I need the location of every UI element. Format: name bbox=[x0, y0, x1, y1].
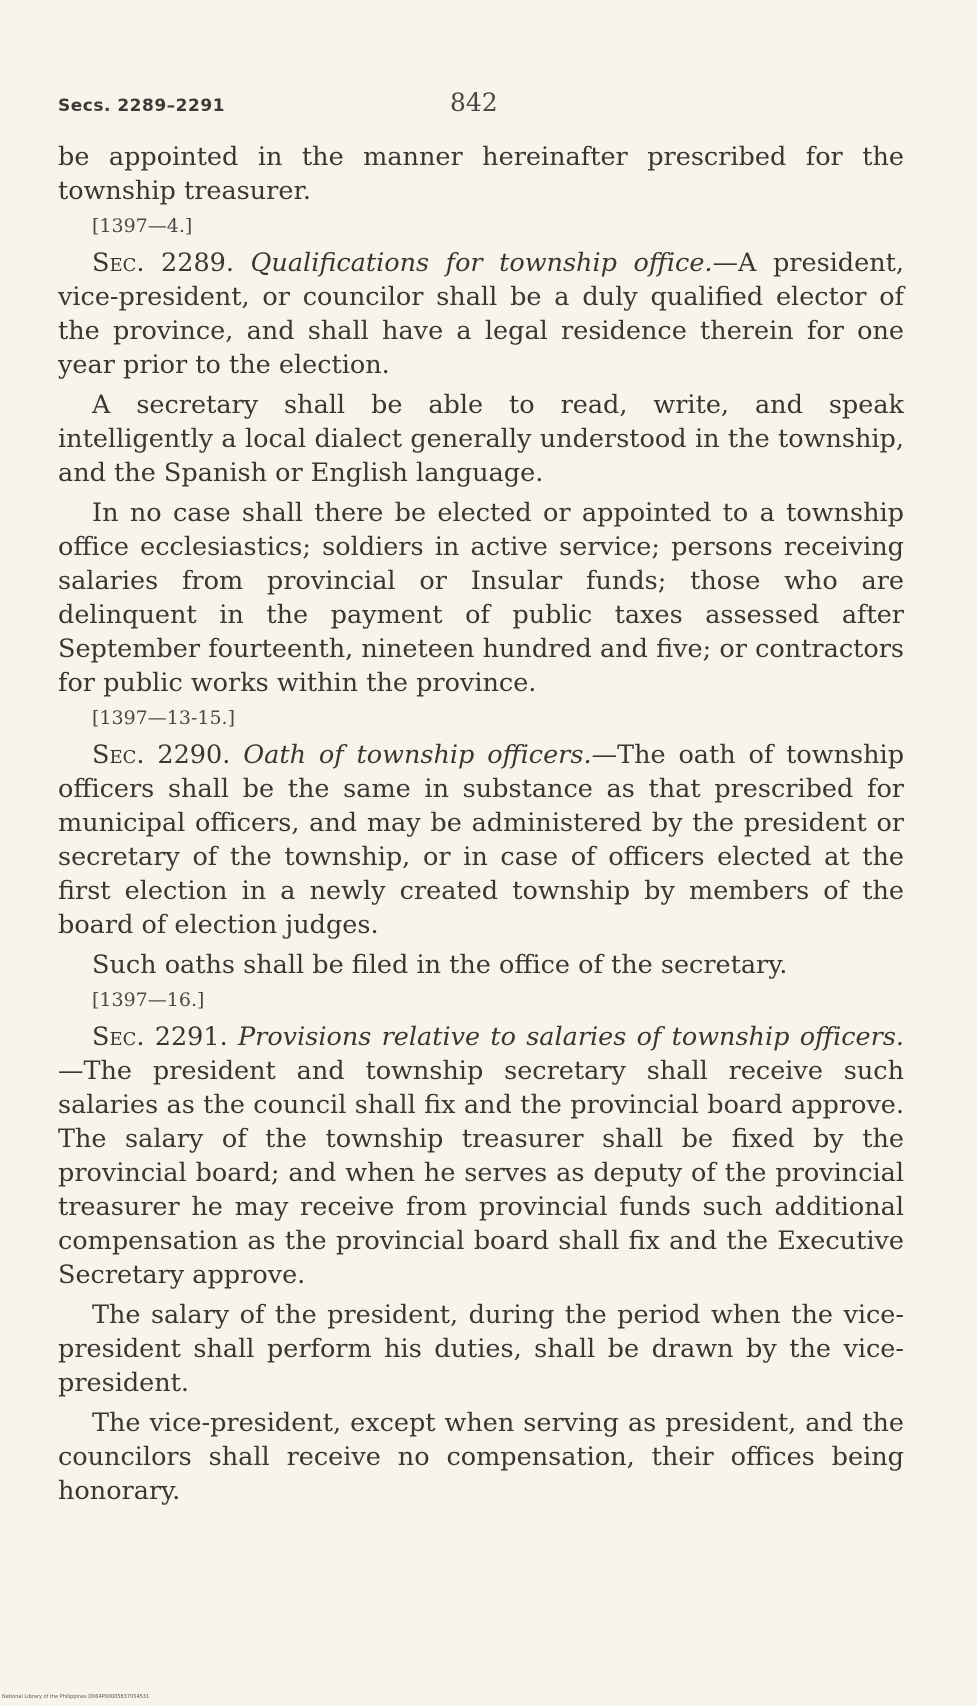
source-reference: [1397—13-15.] bbox=[92, 707, 235, 729]
section-2289-label: Sec. 2289. bbox=[92, 248, 234, 278]
section-2291-paragraph-b: The salary of the president, during the period when the vice-president shall perform his duties, shall be drawn by the vice-president. bbox=[58, 1300, 904, 1398]
section-2290-paragraph-b: Such oaths shall be filed in the office of the secretary. bbox=[92, 950, 788, 980]
section-2291-title: Provisions relative to salaries of township officers. bbox=[237, 1022, 905, 1052]
source-reference: [1397—16.] bbox=[92, 989, 205, 1011]
page-header bbox=[58, 88, 898, 128]
source-reference: [1397—4.] bbox=[92, 215, 193, 237]
section-2290-text: —The oath of township officers shall be the same in substance as that prescribed for municipal officers, and may be administered by the president or secretary of the township, or in case of officers elected at the first election in a newly created township by members of the board of election judges. bbox=[58, 740, 905, 940]
section-2290-label: Sec. 2290. bbox=[92, 740, 231, 770]
section-2290-title: Oath of township officers. bbox=[243, 740, 592, 770]
section-2289-title: Qualifications for township office. bbox=[250, 248, 713, 278]
section-2289-paragraph-b: A secretary shall be able to read, write, and speak intelligently a local dialect generally understood in the township, and the Spanish or English language. bbox=[58, 390, 904, 488]
body-text bbox=[58, 140, 904, 1508]
continuation-paragraph: be appointed in the manner hereinafter prescribed for the township treasurer. bbox=[58, 142, 904, 206]
section-2291-paragraph-c: The vice-president, except when serving as president, and the councilors shall receive no compensation, their offices being honorary. bbox=[58, 1408, 904, 1506]
section-2289-text: —A president, vice-president, or councilor shall be a duly qualified elector of the province, and shall have a legal residence therein for one year prior to the election. bbox=[58, 248, 904, 380]
library-footer: National Library of the Philippines D064P00005837054531 bbox=[2, 1694, 150, 1700]
section-2291-label: Sec. 2291. bbox=[92, 1022, 228, 1052]
section-2289-paragraph bbox=[58, 246, 904, 382]
page-number: 842 bbox=[450, 88, 498, 117]
section-2290-paragraph bbox=[58, 738, 904, 942]
section-range: Secs. 2289–2291 bbox=[58, 96, 225, 116]
section-2289-paragraph-c: In no case shall there be elected or appointed to a township office ecclesiastics; soldiers in active service; persons receiving salaries from provincial or Insular funds; those who are delinquent in the payment of public taxes assessed after September fourteenth, nineteen hundred and five; or contractors for public works within the province. bbox=[58, 498, 904, 698]
section-2291-text: —The president and township secretary shall receive such salaries as the council shall fix and the provincial board approve. The salary of the township treasurer shall be fixed by the provincial board; and when he serves as deputy of the provincial treasurer he may receive from provincial funds such additional compensation as the provincial board shall fix and the Executive Secretary approve. bbox=[58, 1056, 904, 1290]
section-2291-paragraph bbox=[58, 1020, 904, 1292]
